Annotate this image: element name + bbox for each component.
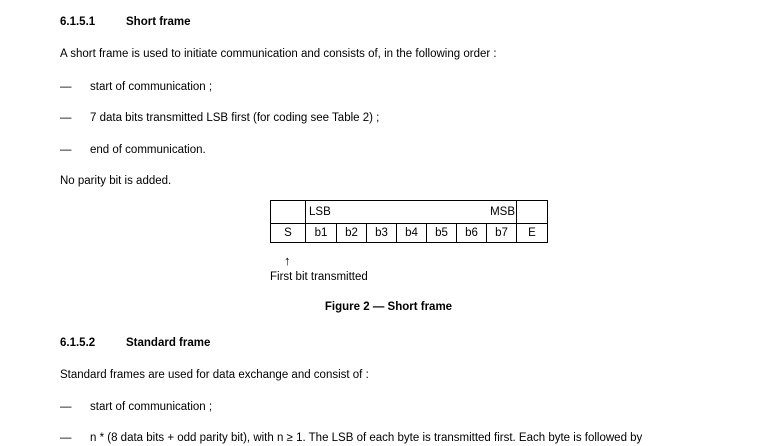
list-item-label: n * (8 data bits + odd parity bit), with n ≥ 1. The LSB of each byte is transmitted first. Each byte is followed by	[90, 432, 643, 444]
clause-number: 6.1.5.2	[60, 337, 96, 349]
clause-number: 6.1.5.1	[60, 16, 96, 28]
list-item-label: start of communication ;	[90, 81, 213, 93]
dash-bullet: —	[60, 112, 72, 124]
frame-label-msb: MSB	[427, 201, 517, 224]
clause-title: Standard frame	[126, 337, 211, 349]
dash-bullet: —	[60, 401, 72, 413]
first-bit-transmitted-label: First bit transmitted	[270, 271, 368, 283]
frame-cell-b5: b5	[427, 224, 457, 243]
paragraph-no-parity: No parity bit is added.	[60, 175, 172, 187]
paragraph-standard-frame-intro: Standard frames are used for data exchange and consist of :	[60, 369, 369, 381]
frame-cell-e: E	[517, 224, 548, 243]
frame-cell-s: S	[271, 224, 306, 243]
up-arrow-icon: ↑	[284, 253, 291, 268]
list-item	[60, 81, 212, 93]
clause-title: Short frame	[126, 16, 191, 28]
frame-cell-b1: b1	[306, 224, 337, 243]
paragraph-short-frame-intro: A short frame is used to initiate communication and consists of, in the following order :	[60, 48, 497, 60]
frame-cell-b4: b4	[397, 224, 427, 243]
frame-cell-b2: b2	[337, 224, 367, 243]
frame-label-blank-right	[517, 201, 548, 224]
clause-heading-6-1-5-2	[60, 337, 210, 349]
list-item-label: 7 data bits transmitted LSB first (for coding see Table 2) ;	[90, 112, 380, 124]
figure-caption: Figure 2 — Short frame	[324, 301, 453, 313]
frame-cell-b6: b6	[457, 224, 487, 243]
list-item-label: start of communication ;	[90, 401, 213, 413]
frame-cells-row	[271, 224, 548, 243]
dash-bullet: —	[60, 432, 72, 444]
short-frame-diagram	[270, 200, 548, 243]
dash-bullet: —	[60, 144, 72, 156]
list-item	[60, 112, 379, 124]
first-bit-arrow	[282, 253, 291, 268]
frame-cell-b3: b3	[367, 224, 397, 243]
frame-label-lsb: LSB	[306, 201, 427, 224]
list-item	[60, 432, 642, 444]
dash-bullet: —	[60, 81, 72, 93]
frame-cell-b7: b7	[487, 224, 517, 243]
list-item	[60, 144, 206, 156]
list-item-label: end of communication.	[90, 144, 206, 156]
list-item	[60, 401, 212, 413]
frame-label-row	[271, 201, 548, 224]
frame-label-blank-left	[271, 201, 306, 224]
clause-heading-6-1-5-1	[60, 16, 191, 28]
frame-table	[270, 200, 548, 243]
